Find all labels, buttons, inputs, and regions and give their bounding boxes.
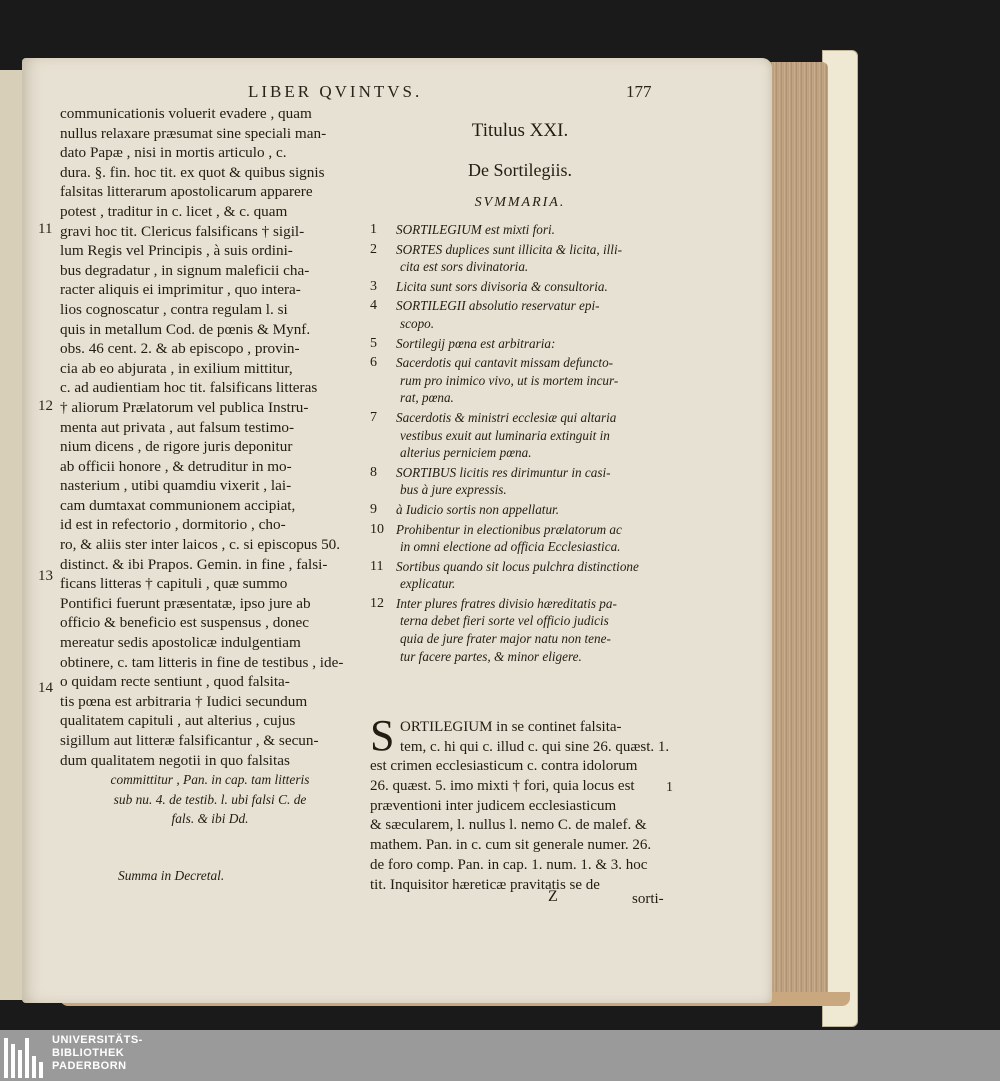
text-line: racter aliquis ei imprimitur , quo intera- xyxy=(60,281,301,299)
text-line: qualitatem capituli , aut alterius , cujus xyxy=(60,712,296,730)
text-line: committitur , Pan. in cap. tam litteris xyxy=(110,772,310,788)
text-line: cia ab eo abjurata , in exilium mittitur, xyxy=(60,359,293,377)
summaria-line: à Iudicio sortis non appellatur. xyxy=(396,501,560,517)
summaria-number: 4 xyxy=(370,298,377,314)
summaria-line: SORTIBUS licitis res dirimuntur in casi- xyxy=(396,464,611,480)
text-line: dura. §. fin. hoc tit. ex quot & quibus signis xyxy=(60,163,325,181)
summaria-number: 8 xyxy=(370,464,377,480)
text-line: ORTILEGIUM in se continet falsita- xyxy=(400,719,622,735)
text-line: mathem. Pan. in c. cum sit generale numer. 26. xyxy=(370,837,652,854)
text-line: c. ad audientiam hoc tit. falsificans litteras xyxy=(60,379,318,397)
text-line: est crimen ecclesiasticum c. contra idolorum xyxy=(370,758,638,775)
text-line: lum Regis vel Principis , à suis ordini- xyxy=(60,242,293,260)
text-line: dato Papæ , nisi in mortis articulo , c. xyxy=(60,144,287,162)
margin-number-right: 1 xyxy=(666,780,673,795)
library-logo-icon xyxy=(2,1034,46,1078)
summaria-item xyxy=(370,278,670,296)
page-number: 177 xyxy=(626,82,652,101)
summaria-number: 7 xyxy=(370,409,377,425)
text-line: distinct. & ibi Prapos. Gemin. in fine , falsi- xyxy=(60,555,328,573)
text-line: tis pœna est arbitraria † Iudici secundum xyxy=(60,692,308,710)
text-line: de foro comp. Pan. in cap. 1. num. 1. & 3. hoc xyxy=(370,856,648,873)
margin-number: 11 xyxy=(38,221,53,237)
text-line: o quidam recte sentiunt , quod falsita- xyxy=(60,673,290,691)
summaria-line: alterius perniciem pœna. xyxy=(400,445,532,461)
section-subtitle: De Sortilegiis. xyxy=(468,160,572,180)
text-line: potest , traditur in c. licet , & c. quam xyxy=(60,202,288,220)
text-line: id est in refectorio , dormitorio , cho- xyxy=(60,516,286,534)
summaria-item xyxy=(370,241,670,276)
summaria-number: 5 xyxy=(370,335,377,351)
summaria-item xyxy=(370,221,670,239)
summaria-line: SORTES duplices sunt illicita & licita, illi- xyxy=(396,241,623,257)
summaria-line: SORTILEGIUM est mixti fori. xyxy=(396,222,555,237)
summaria-list xyxy=(370,221,670,665)
summaria-item xyxy=(370,297,670,332)
text-line: fals. & ibi Dd. xyxy=(171,811,249,827)
summaria-line: Sortibus quando sit locus pulchra distinctione xyxy=(396,558,639,574)
section-title: Titulus XXI. xyxy=(471,120,569,141)
catchword-left: Summa in Decretal. xyxy=(118,868,225,883)
text-line: nasterium , utibi quamdiu vixerit , lai- xyxy=(60,477,292,495)
footer-bar xyxy=(0,1030,1000,1081)
summaria-line: terna debet fieri sorte vel officio judicis xyxy=(400,613,609,629)
summaria-line: bus à jure expressis. xyxy=(400,482,507,498)
summaria-line: rat, pœna. xyxy=(400,390,454,406)
summaria-line: Sacerdotis & ministri ecclesiæ qui altaria xyxy=(396,409,617,425)
page-fore-edge xyxy=(768,62,828,997)
left-column-text xyxy=(60,104,360,829)
summaria-line: SORTILEGII absolutio reservatur epi- xyxy=(396,298,600,314)
catchword-right: sorti- xyxy=(632,891,664,907)
drop-cap: S xyxy=(370,711,395,760)
text-line: communicationis voluerit evadere , quam xyxy=(60,105,312,122)
text-line: officio & beneficio est suspensus , donec xyxy=(60,614,309,632)
summaria-line: tur facere partes, & minor eligere. xyxy=(400,648,582,664)
text-line: Pontifici fuerunt præsentatæ, ipso jure ab xyxy=(60,594,311,612)
text-line: lios cognoscatur , contra regulam l. si xyxy=(60,300,288,318)
text-line: dum qualitatem negotii in quo falsitas xyxy=(60,751,290,769)
text-line: obs. 46 cent. 2. & ab episcopo , provin- xyxy=(60,340,300,358)
summaria-item xyxy=(370,501,670,519)
text-line: ro, & aliis ster inter laicos , c. si episcopus 50. xyxy=(60,536,341,554)
summaria-line: Sortilegij pœna est arbitraria: xyxy=(396,335,556,351)
text-line: præventioni inter judicem ecclesiasticum xyxy=(370,797,617,814)
library-name xyxy=(52,1034,143,1073)
summaria-line: explicatur. xyxy=(400,576,456,592)
margin-number: 14 xyxy=(38,680,53,696)
summaria-item xyxy=(370,409,670,462)
text-line: tit. Inquisitor hæreticæ pravitatis se de xyxy=(370,876,600,893)
summaria-number: 12 xyxy=(370,595,384,611)
summaria-number: 11 xyxy=(370,558,384,574)
library-line: UNIVERSITÄTS- xyxy=(52,1034,143,1046)
text-line: menta aut privata , aut falsum testimo- xyxy=(60,418,295,436)
summaria-number: 1 xyxy=(370,222,377,237)
summaria-line: rum pro inimico vivo, ut is mortem incur- xyxy=(400,372,619,388)
summaria-item xyxy=(370,354,670,407)
text-line: ficans litteras † capituli , quæ summo xyxy=(60,575,288,593)
summaria-heading: SVMMARIA. xyxy=(474,195,566,210)
margin-number: 13 xyxy=(38,568,53,584)
right-column xyxy=(370,120,670,667)
text-line: quis in metallum Cod. de pœnis & Mynf. xyxy=(60,320,311,338)
text-line: † aliorum Prælatorum vel publica Instru- xyxy=(60,398,309,416)
summaria-number: 2 xyxy=(370,241,377,257)
text-line: nullus relaxare præsumat sine speciali man- xyxy=(60,124,327,142)
summaria-number: 6 xyxy=(370,355,377,371)
summaria-item xyxy=(370,464,670,499)
summaria-line: Inter plures fratres divisio hæreditatis pa- xyxy=(396,595,617,611)
summaria-item xyxy=(370,335,670,353)
summaria-item xyxy=(370,558,670,593)
text-line: tem, c. hi qui c. illud c. qui sine 26. quæst. 1. xyxy=(400,738,670,755)
text-line: 26. quæst. 5. imo mixti † fori, quia locus est xyxy=(370,778,635,795)
summaria-item xyxy=(370,595,670,665)
running-head: LIBER QVINTVS. xyxy=(248,82,423,101)
text-line: cam dumtaxat communionem accipiat, xyxy=(60,496,296,514)
summaria-line: cita est sors divinatoria. xyxy=(400,259,529,275)
summaria-line: Sacerdotis qui cantavit missam defuncto- xyxy=(396,355,614,371)
summaria-number: 9 xyxy=(370,501,377,517)
summaria-item xyxy=(370,521,670,556)
summaria-line: scopo. xyxy=(400,315,435,331)
text-line: gravi hoc tit. Clericus falsificans † sigil- xyxy=(60,222,305,240)
text-line: sub nu. 4. de testib. l. ubi falsi C. de xyxy=(113,791,307,807)
summaria-line: quia de jure frater major natu non tene- xyxy=(400,631,611,647)
text-line: ab officii honore , & detruditur in mo- xyxy=(60,457,292,475)
text-line: sigillum aut litteræ falsificantur , & secun- xyxy=(60,732,319,749)
summaria-number: 3 xyxy=(370,278,377,294)
summaria-line: Prohibentur in electionibus prælatorum ac xyxy=(396,521,622,537)
text-line: falsitas litterarum apostolicarum apparere xyxy=(60,183,313,201)
library-line: PADERBORN xyxy=(52,1060,127,1072)
text-line: nium dicens , de rigore juris deponitur xyxy=(60,438,293,456)
summaria-line: Licita sunt sors divisoria & consultoria. xyxy=(396,278,608,294)
summaria-line: in omni electione ad officia Ecclesiastica. xyxy=(400,539,621,555)
summaria-line: vestibus exuit aut luminaria extinguit in xyxy=(400,427,610,443)
text-line: bus degradatur , in signum maleficii cha- xyxy=(60,261,310,279)
library-line: BIBLIOTHEK xyxy=(52,1047,125,1059)
right-body-text xyxy=(370,718,670,895)
signature-mark: Z xyxy=(548,888,558,905)
text-line: obtinere, c. tam litteris in fine de testibus , ide- xyxy=(60,653,344,671)
margin-number: 12 xyxy=(38,398,53,414)
text-line: mereatur sedis apostolicæ indulgentiam xyxy=(60,634,301,652)
summaria-number: 10 xyxy=(370,521,384,537)
text-line: & sæcularem, l. nullus l. nemo C. de malef. & xyxy=(370,817,647,834)
